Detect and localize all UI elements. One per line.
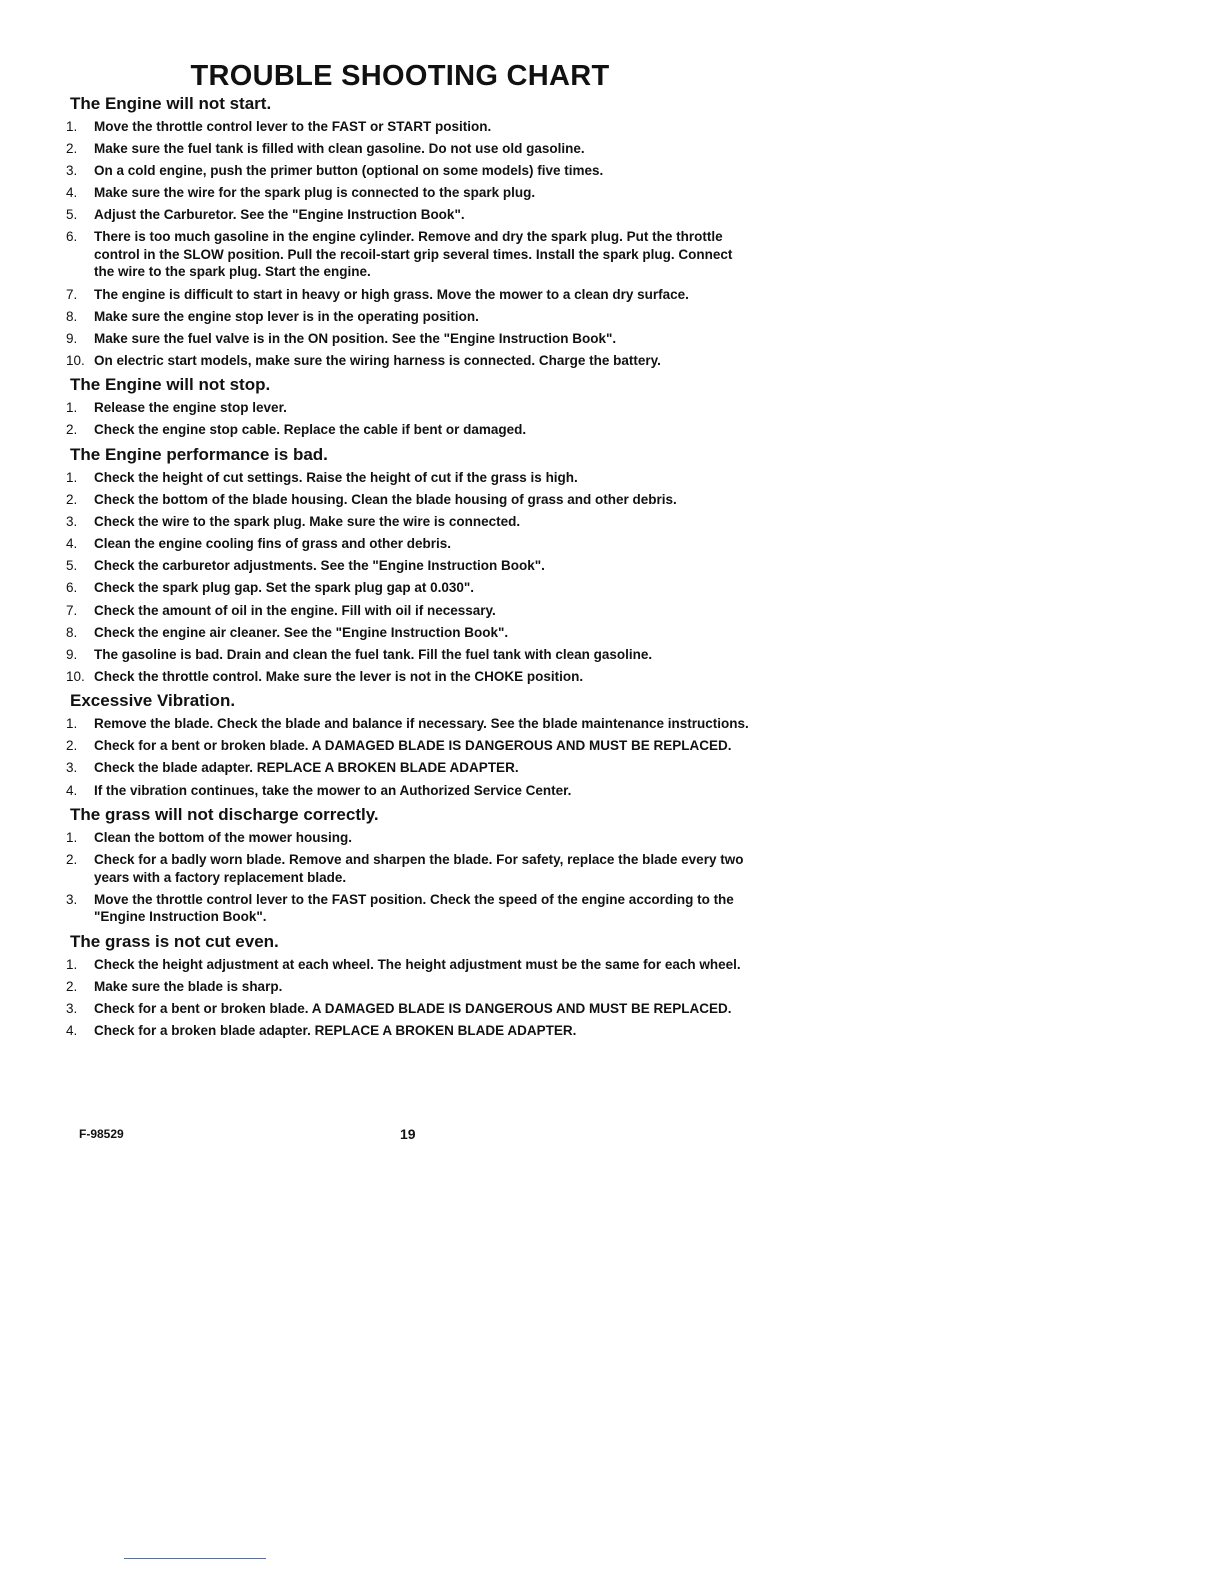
item-number: 9. [66, 330, 78, 346]
item-text: Check for a bent or broken blade. A DAMAGED BLADE IS DANGEROUS AND MUST BE REPLACED. [94, 738, 732, 754]
remedy-item [66, 956, 756, 974]
trouble-section [66, 94, 756, 369]
item-number: 5. [66, 207, 78, 223]
item-text: Check for a badly worn blade. Remove and sharpen the blade. For safety, replace the blade every two years with a factory replacement blade. [94, 852, 744, 885]
item-number: 3. [66, 514, 78, 530]
item-number: 2. [66, 492, 78, 508]
remedy-item [66, 399, 756, 417]
remedy-list [66, 399, 756, 439]
remedy-item [66, 737, 756, 755]
item-text: On a cold engine, push the primer button (optional on some models) five times. [94, 163, 604, 179]
item-text: Check the height of cut settings. Raise the height of cut if the grass is high. [94, 469, 578, 485]
trouble-section [66, 691, 756, 799]
section-heading: The Engine will not stop. [70, 375, 271, 395]
item-number: 1. [66, 830, 78, 846]
item-text: The engine is difficult to start in heavy or high grass. Move the mower to a clean dry surface. [94, 286, 689, 302]
item-number: 3. [66, 1000, 78, 1016]
item-number: 3. [66, 760, 78, 776]
item-number: 1. [66, 716, 78, 732]
item-text: If the vibration continues, take the mower to an Authorized Service Center. [94, 782, 572, 798]
remedy-item [66, 118, 756, 136]
item-text: Check the height adjustment at each wheel. The height adjustment must be the same for each wheel. [94, 956, 741, 972]
remedy-item [66, 579, 756, 597]
section-heading: Excessive Vibration. [70, 691, 236, 711]
item-number: 4. [66, 782, 78, 798]
item-text: Check the carburetor adjustments. See the "Engine Instruction Book". [94, 558, 545, 574]
item-text: Check the spark plug gap. Set the spark plug gap at 0.030". [94, 580, 475, 596]
item-number: 4. [66, 1023, 78, 1039]
item-number: 5. [66, 558, 78, 574]
item-text: Check the blade adapter. REPLACE A BROKEN BLADE ADAPTER. [94, 760, 519, 776]
remedy-item [66, 535, 756, 553]
remedy-item [66, 330, 756, 348]
page-footer [66, 1127, 756, 1143]
item-text: Check the amount of oil in the engine. Fill with oil if necessary. [94, 602, 496, 618]
remedy-item [66, 829, 756, 847]
section-heading: The grass will not discharge correctly. [70, 805, 379, 825]
remedy-item [66, 624, 756, 642]
item-number: 3. [66, 163, 78, 179]
chart-content [66, 94, 756, 1046]
trouble-section [66, 805, 756, 926]
bottom-rule [124, 1558, 266, 1559]
item-number: 8. [66, 624, 78, 640]
section-heading: The grass is not cut even. [70, 931, 279, 951]
item-text: Make sure the wire for the spark plug is connected to the spark plug. [94, 185, 536, 201]
item-text: Check the wire to the spark plug. Make sure the wire is connected. [94, 514, 521, 530]
remedy-item [66, 513, 756, 531]
item-text: Make sure the engine stop lever is in the operating position. [94, 308, 479, 324]
item-number: 9. [66, 646, 78, 662]
document-code: F-98529 [79, 1127, 124, 1141]
section-heading: The Engine performance is bad. [70, 444, 328, 464]
remedy-item [66, 352, 756, 370]
item-number: 10. [66, 668, 85, 684]
item-text: There is too much gasoline in the engine cylinder. Remove and dry the spark plug. Put the throttle control in the SLOW position. Pull the recoil-start grip several times. Install the spark plug. Connect the wire to the spark plug. Start the engine. [94, 229, 733, 280]
item-number: 10. [66, 352, 85, 368]
trouble-section [66, 445, 756, 685]
remedy-item [66, 308, 756, 326]
item-text: Move the throttle control lever to the FAST or START position. [94, 119, 492, 134]
remedy-item [66, 1022, 756, 1040]
remedy-item [66, 286, 756, 304]
item-number: 1. [66, 956, 78, 972]
item-text: Check for a bent or broken blade. A DAMAGED BLADE IS DANGEROUS AND MUST BE REPLACED. [94, 1000, 732, 1016]
item-number: 1. [66, 119, 78, 134]
remedy-item [66, 646, 756, 664]
item-number: 2. [66, 738, 78, 754]
page-title: TROUBLE SHOOTING CHART [190, 60, 610, 92]
trouble-section [66, 932, 756, 1040]
item-text: Check the engine air cleaner. See the "Engine Instruction Book". [94, 624, 509, 640]
remedy-item [66, 491, 756, 509]
remedy-list [66, 956, 756, 1040]
item-text: Remove the blade. Check the blade and balance if necessary. See the blade maintenance instructions. [94, 716, 749, 732]
remedy-item [66, 602, 756, 620]
item-number: 3. [66, 891, 78, 907]
item-number: 8. [66, 308, 78, 324]
remedy-item [66, 978, 756, 996]
item-number: 7. [66, 602, 78, 618]
remedy-item [66, 1000, 756, 1018]
item-text: Move the throttle control lever to the FAST position. Check the speed of the engine according to the "Engine Instruction Book". [94, 891, 734, 925]
remedy-list [66, 829, 756, 926]
item-text: Make sure the fuel tank is filled with clean gasoline. Do not use old gasoline. [94, 141, 585, 157]
remedy-item [66, 206, 756, 224]
trouble-section [66, 375, 756, 439]
remedy-item [66, 668, 756, 686]
remedy-item [66, 759, 756, 777]
item-text: Release the engine stop lever. [94, 400, 287, 416]
item-text: Make sure the fuel valve is in the ON position. See the "Engine Instruction Book". [94, 330, 617, 346]
remedy-item [66, 228, 756, 281]
remedy-list [66, 469, 756, 685]
remedy-item [66, 557, 756, 575]
section-heading: The Engine will not start. [70, 94, 272, 113]
item-text: Clean the bottom of the mower housing. [94, 830, 352, 846]
remedy-item [66, 140, 756, 158]
item-number: 6. [66, 229, 78, 245]
remedy-list [66, 715, 756, 799]
item-text: Make sure the blade is sharp. [94, 978, 283, 994]
item-text: The gasoline is bad. Drain and clean the fuel tank. Fill the fuel tank with clean gasoline. [94, 646, 653, 662]
item-number: 7. [66, 286, 78, 302]
remedy-item [66, 421, 756, 439]
item-text: Check for a broken blade adapter. REPLACE A BROKEN BLADE ADAPTER. [94, 1023, 577, 1039]
item-number: 2. [66, 978, 78, 994]
item-text: On electric start models, make sure the wiring harness is connected. Charge the battery. [94, 352, 661, 368]
item-text: Check the bottom of the blade housing. Clean the blade housing of grass and other debris. [94, 492, 677, 508]
item-text: Adjust the Carburetor. See the "Engine Instruction Book". [94, 207, 465, 223]
item-number: 6. [66, 580, 78, 596]
item-number: 2. [66, 422, 78, 438]
remedy-list [66, 118, 756, 369]
item-number: 1. [66, 400, 78, 416]
remedy-item [66, 851, 756, 886]
remedy-item [66, 715, 756, 733]
remedy-item [66, 891, 756, 926]
item-number: 2. [66, 852, 78, 868]
remedy-item [66, 184, 756, 202]
item-number: 4. [66, 536, 78, 552]
item-number: 2. [66, 141, 78, 157]
remedy-item [66, 469, 756, 487]
page-number: 19 [400, 1126, 416, 1142]
item-number: 4. [66, 185, 78, 201]
item-text: Check the throttle control. Make sure the lever is not in the CHOKE position. [94, 668, 584, 684]
item-number: 1. [66, 469, 78, 485]
remedy-item [66, 782, 756, 800]
item-text: Clean the engine cooling fins of grass and other debris. [94, 536, 452, 552]
remedy-item [66, 162, 756, 180]
item-text: Check the engine stop cable. Replace the cable if bent or damaged. [94, 422, 527, 438]
